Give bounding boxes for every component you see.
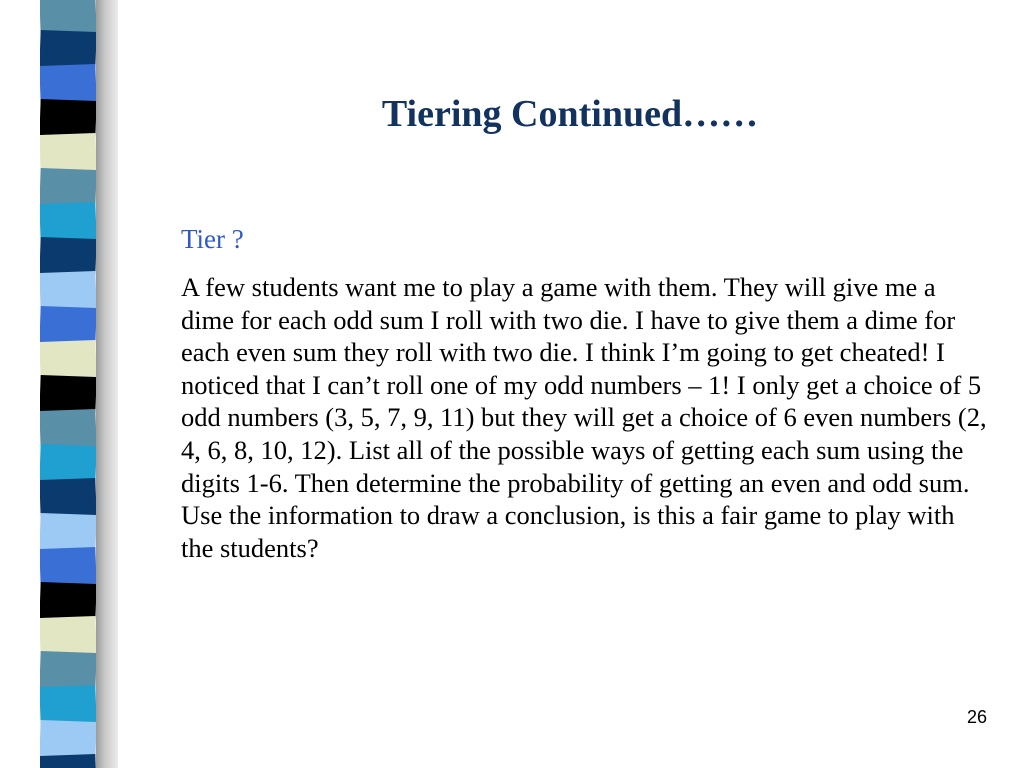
slide-title: Tiering Continued…… [381,93,759,135]
strip-tile [40,340,96,380]
strip-tile [40,685,96,725]
strip-tile [40,133,96,173]
strip-tile [40,754,96,768]
decorative-strip [40,0,96,768]
page-number: 26 [966,707,987,727]
strip-tile [40,547,96,587]
strip-tile [40,64,96,104]
strip-tile [40,271,96,311]
strip-tile [40,616,96,656]
tier-heading: Tier ? [181,224,244,254]
strip-tile [40,478,96,518]
strip-tile [40,409,96,449]
strip-shadow [96,0,118,768]
strip-tile [40,202,96,242]
body-paragraph: A few students want me to play a game with them. They will give me a dime for each odd sum I roll with two die. I have to give them a dime for each even sum they roll with two die. I think I’m going to get cheated! I noticed that I can’t roll one of my odd numbers – 1! I only get a choice of 5 odd numbers (3, 5, 7, 9, 11) but they will get a choice of 6 even numbers (2, 4, 6, 8, 10, 12). List all of the possible ways of getting each sum using the digits 1-6. Then determine the probability of getting an even and odd sum. Use the information to draw a conclusion, is this a fair game to play with the students? [181,272,987,563]
